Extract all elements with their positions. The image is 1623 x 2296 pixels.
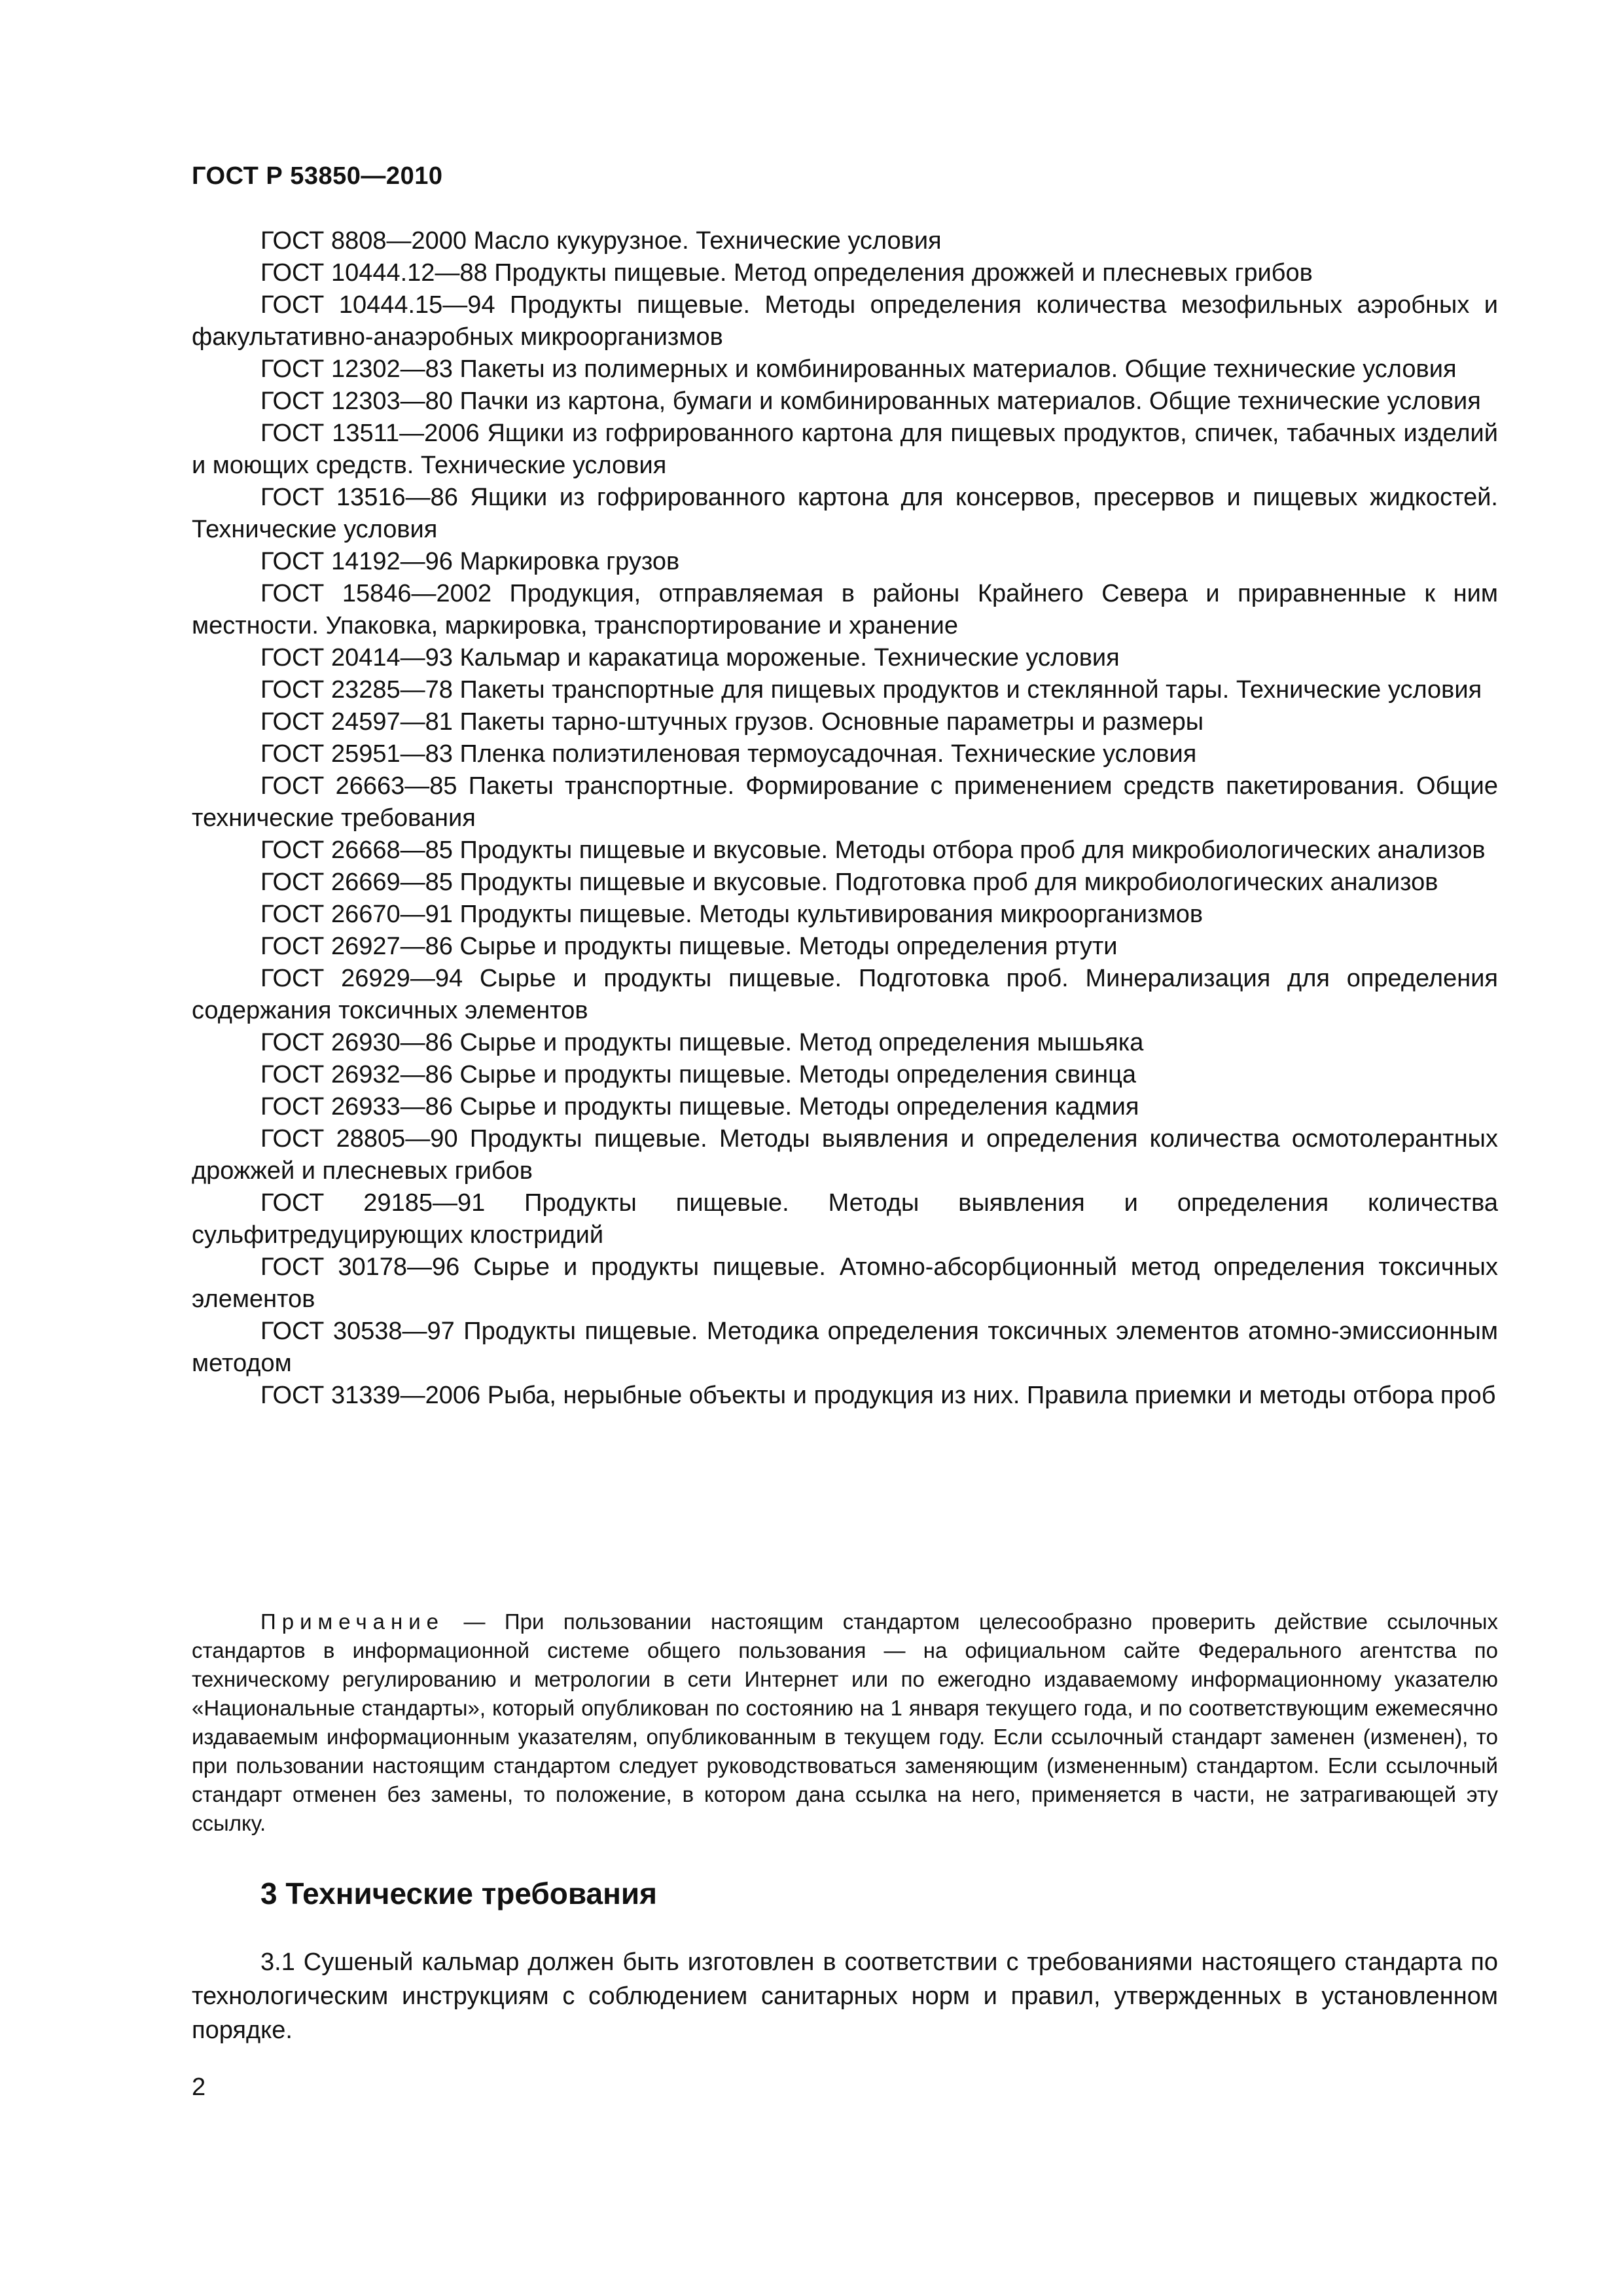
section-paragraph: 3.1 Сушеный кальмар должен быть изготовлен в соответствии с требованиями настоящего стандарта по технологическим инструкциям с соблюдением санитарных норм и правил, утвержденных в установленном порядке. (192, 1948, 1498, 2044)
reference-item: ГОСТ 10444.15—94 Продукты пищевые. Методы определения количества мезофильных аэробных и факультативно-анаэробных микроорганизмов (192, 291, 1498, 351)
reference-item: ГОСТ 30178—96 Сырье и продукты пищевые. Атомно-абсорбционный метод определения токсичных элементов (192, 1253, 1498, 1313)
reference-item: ГОСТ 24597—81 Пакеты тарно-штучных грузов. Основные параметры и размеры (260, 708, 1204, 736)
reference-item: ГОСТ 15846—2002 Продукция, отправляемая в районы Крайнего Севера и приравненные к ним местности. Упаковка, маркировка, транспортирование и хранение (192, 580, 1498, 639)
reference-item: ГОСТ 12302—83 Пакеты из полимерных и комбинированных материалов. Общие технические условия (260, 355, 1457, 383)
reference-item: ГОСТ 26669—85 Продукты пищевые и вкусовые. Подготовка проб для микробиологических анализов (260, 869, 1438, 896)
note-text: — При пользовании настоящим стандартом целесообразно проверить действие ссылочных стандартов в информационной системе общего пользования — на официальном сайте Федерального агентства по техническому регулированию и метрологии в сети Интернет или по ежегодно издаваемому информационному указателю «Национальные стандарты», который опубликован по состоянию на 1 января текущего года, и по соответствующим ежемесячно издаваемым информационным указателям, опубликованным в текущем году. Если ссылочный стандарт заменен (изменен), то при пользовании настоящим стандартом следует руководствоваться заменяющим (измененным) стандартом. Если ссылочный стандарт отменен без замены, то положение, в котором дана ссылка на него, применяется в части, не затрагивающей эту ссылку. (192, 1609, 1499, 1835)
reference-item: ГОСТ 29185—91 Продукты пищевые. Методы выявления и определения количества сульфитредуцирующих клостридий (192, 1189, 1498, 1249)
reference-item: ГОСТ 26933—86 Сырье и продукты пищевые. Методы определения кадмия (260, 1093, 1139, 1121)
reference-item: ГОСТ 23285—78 Пакеты транспортные для пищевых продуктов и стеклянной тары. Технические условия (260, 676, 1482, 704)
reference-item: ГОСТ 13516—86 Ящики из гофрированного картона для консервов, пресервов и пищевых жидкостей. Технические условия (192, 484, 1498, 543)
section-title: 3 Технические требования (260, 1876, 657, 1910)
reference-item: ГОСТ 26929—94 Сырье и продукты пищевые. Подготовка проб. Минерализация для определения содержания токсичных элементов (192, 965, 1498, 1024)
reference-item: ГОСТ 26927—86 Сырье и продукты пищевые. Методы определения ртути (260, 933, 1118, 960)
reference-item: ГОСТ 26932—86 Сырье и продукты пищевые. Методы определения свинца (260, 1061, 1137, 1088)
reference-item: ГОСТ 14192—96 Маркировка грузов (260, 548, 680, 575)
note-label: Примечание (260, 1609, 445, 1634)
reference-item: ГОСТ 28805—90 Продукты пищевые. Методы выявления и определения количества осмотолерантных дрожжей и плесневых грибов (192, 1125, 1498, 1185)
reference-item: ГОСТ 10444.12—88 Продукты пищевые. Метод определения дрожжей и плесневых грибов (260, 259, 1313, 287)
reference-item: ГОСТ 25951—83 Пленка полиэтиленовая термоусадочная. Технические условия (260, 740, 1197, 768)
page-number: 2 (192, 2073, 206, 2101)
reference-item: ГОСТ 8808—2000 Масло кукурузное. Технические условия (260, 227, 942, 255)
reference-item: ГОСТ 26663—85 Пакеты транспортные. Формирование с применением средств пакетирования. Общие технические требования (192, 772, 1498, 832)
references-list (192, 225, 1498, 1412)
reference-item: ГОСТ 26668—85 Продукты пищевые и вкусовые. Методы отбора проб для микробиологических анализов (260, 836, 1486, 864)
reference-item: ГОСТ 26930—86 Сырье и продукты пищевые. Метод определения мышьяка (260, 1029, 1144, 1056)
reference-item: ГОСТ 12303—80 Пачки из картона, бумаги и комбинированных материалов. Общие технические условия (260, 387, 1481, 415)
reference-item: ГОСТ 31339—2006 Рыба, нерыбные объекты и продукция из них. Правила приемки и методы отбора проб (260, 1382, 1496, 1409)
reference-item: ГОСТ 20414—93 Кальмар и каракатица мороженые. Технические условия (260, 644, 1120, 672)
note-block (192, 1607, 1498, 1838)
reference-item: ГОСТ 30538—97 Продукты пищевые. Методика определения токсичных элементов атомно-эмиссионным методом (192, 1318, 1498, 1377)
reference-item: ГОСТ 13511—2006 Ящики из гофрированного картона для пищевых продуктов, спичек, табачных изделий и моющих средств. Технические условия (192, 420, 1498, 479)
document-header: ГОСТ Р 53850—2010 (192, 162, 443, 190)
reference-item: ГОСТ 26670—91 Продукты пищевые. Методы культивирования микроорганизмов (260, 901, 1204, 928)
